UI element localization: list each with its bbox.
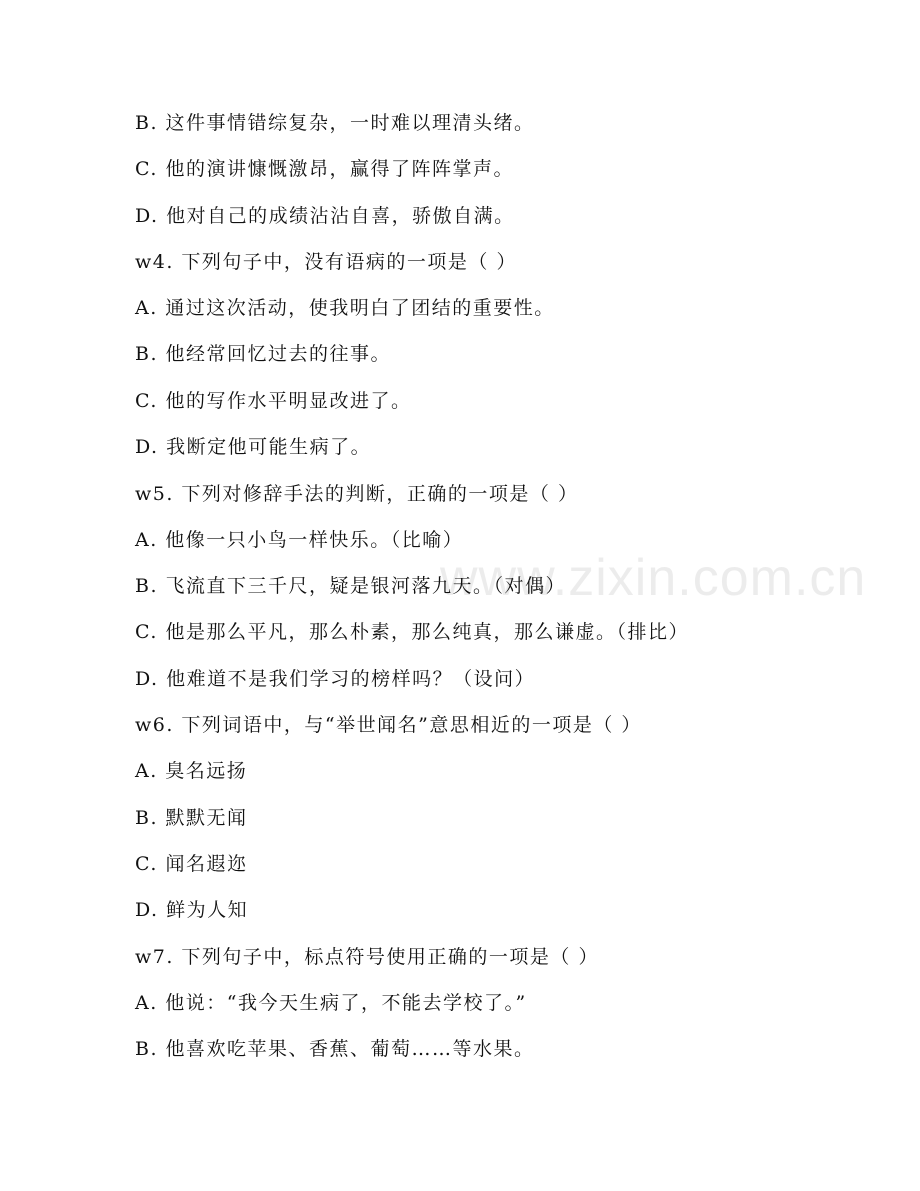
- question-5-option-a: A. 他像一只小鸟一样快乐。（比喻）: [135, 529, 464, 551]
- question-6-stem: w6. 下列词语中，与“举世闻名”意思相近的一项是（ ）: [135, 714, 642, 736]
- question-6-option-a: A. 臭名远扬: [135, 760, 248, 782]
- question-6-option-c: C. 闻名遐迩: [135, 853, 248, 875]
- question-5-option-d: D. 他难道不是我们学习的榜样吗？（设问）: [135, 668, 536, 690]
- watermark-text: www.zixin.com.cn: [440, 549, 867, 607]
- question-5-stem: w5. 下列对修辞手法的判断，正确的一项是（ ）: [135, 483, 579, 505]
- question-7-option-a: A. 他说：“我今天生病了，不能去学校了。”: [135, 992, 527, 1014]
- question-4-option-a: A. 通过这次活动，使我明白了团结的重要性。: [135, 297, 555, 319]
- option-b-line: B. 这件事情错综复杂，一时难以理清头绪。: [135, 112, 535, 134]
- question-7-option-b: B. 他喜欢吃苹果、香蕉、葡萄……等水果。: [135, 1038, 535, 1060]
- question-4-option-c: C. 他的写作水平明显改进了。: [135, 390, 412, 412]
- question-6-option-d: D. 鲜为人知: [135, 899, 249, 921]
- question-7-stem: w7. 下列句子中，标点符号使用正确的一项是（ ）: [135, 946, 599, 968]
- question-5-option-c: C. 他是那么平凡，那么朴素，那么纯真，那么谦虚。（排比）: [135, 621, 689, 643]
- question-6-option-b: B. 默默无闻: [135, 807, 248, 829]
- question-4-option-d: D. 我断定他可能生病了。: [135, 436, 372, 458]
- question-4-option-b: B. 他经常回忆过去的往事。: [135, 343, 392, 365]
- question-4-stem: w4. 下列句子中，没有语病的一项是（ ）: [135, 251, 517, 273]
- option-c-line: C. 他的演讲慷慨激昂，赢得了阵阵掌声。: [135, 158, 514, 180]
- question-5-option-b: B. 飞流直下三千尺，疑是银河落九天。（对偶）: [135, 575, 567, 597]
- option-d-line: D. 他对自己的成绩沾沾自喜，骄傲自满。: [135, 205, 515, 227]
